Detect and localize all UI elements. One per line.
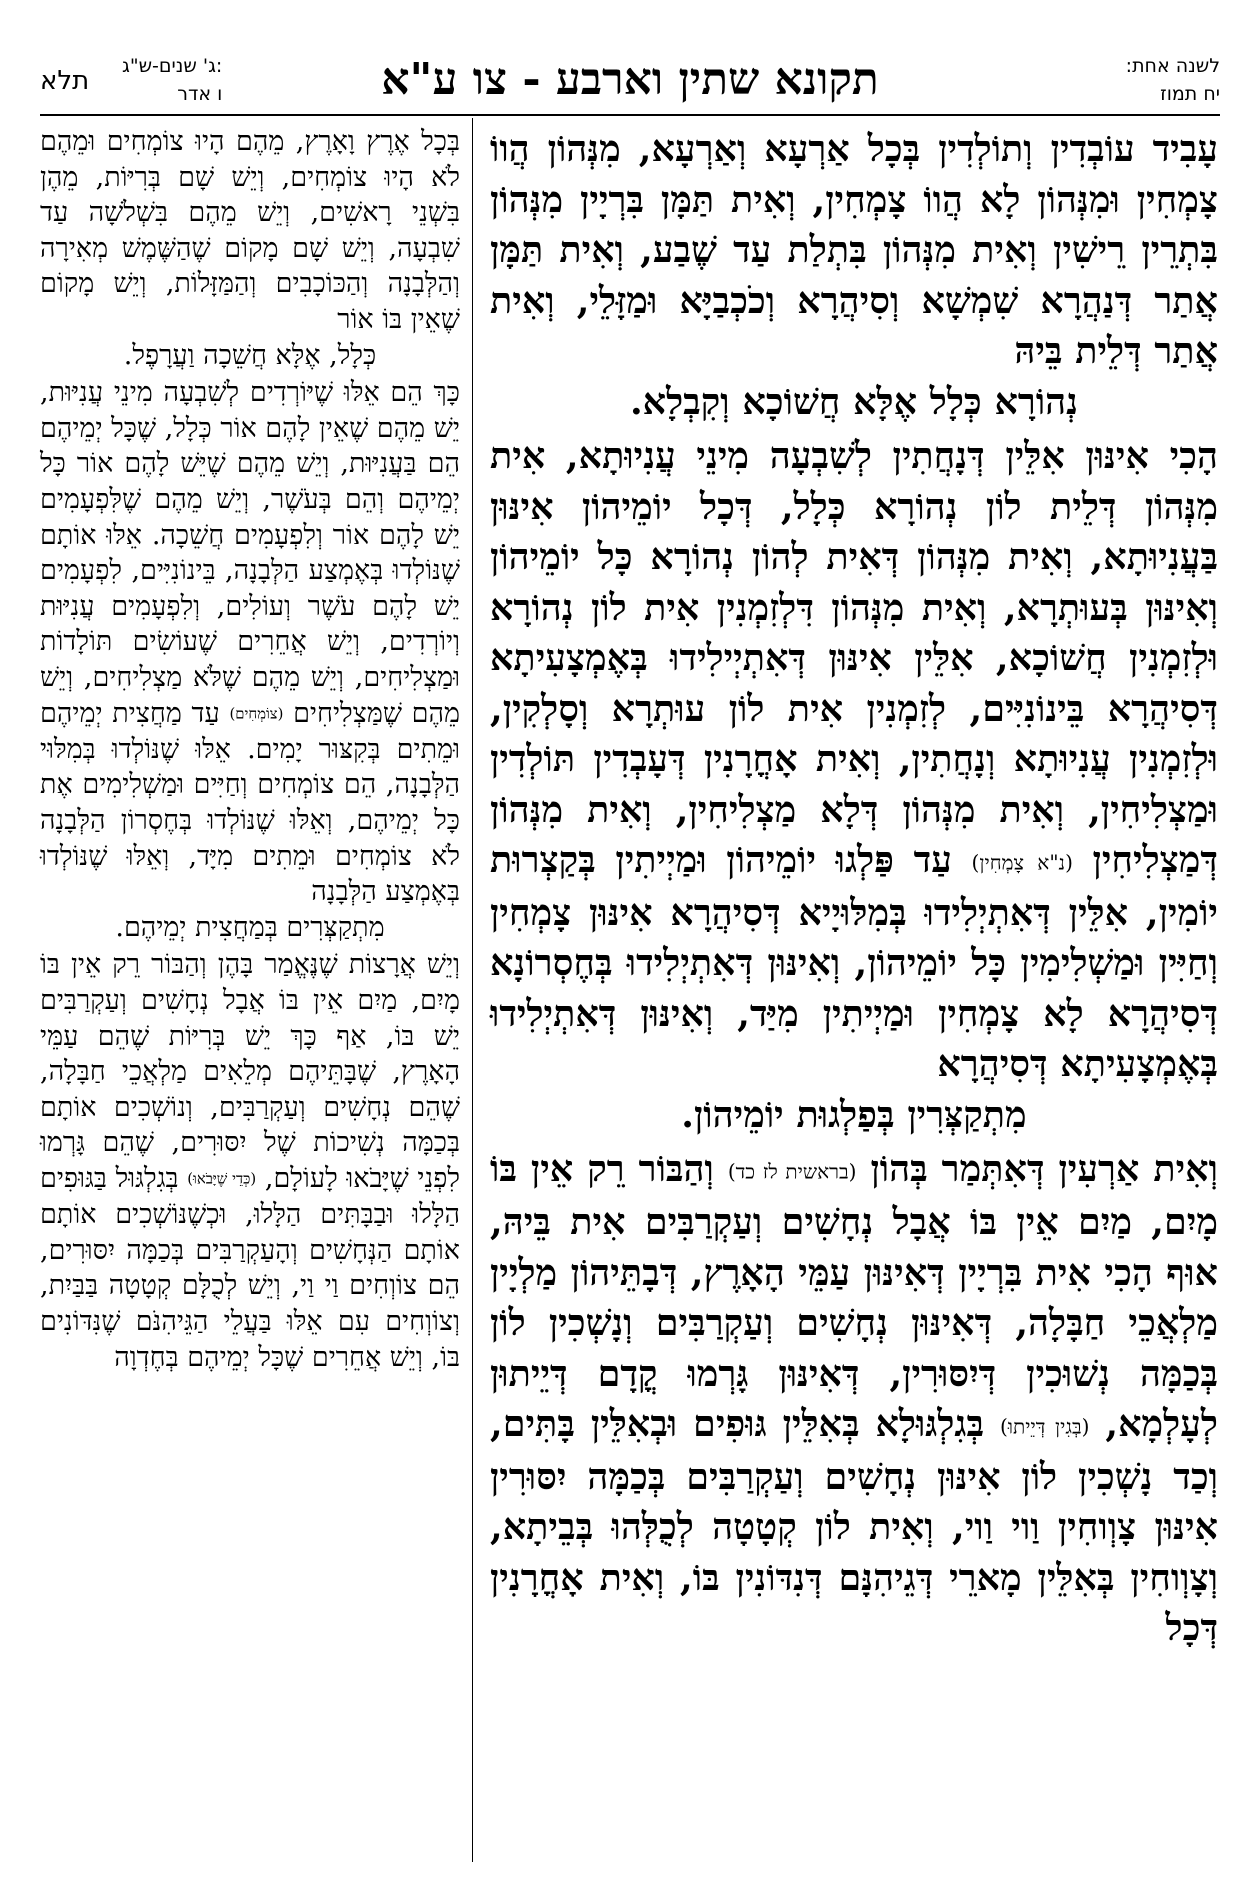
study-line1: לשנה אחת: (1125, 55, 1220, 77)
side-p2-cont: עַד מַחֲצִית יְמֵיהֶם וּמֵתִים בְּקִצּוּר יָמִים. אֵלּוּ שֶׁנּוֹלְדוּ בְּמִלּוּי הַלְּבָנָה, הֵם צוֹמְחִים וְחַיִּים וּמַשְׁלִימִים אֶת כָּל יְמֵיהֶם, וְאֵלּוּ שֶׁנּוֹלְדוּ בְּחֶסְרוֹן הַלְּבָנָה לֹא צוֹמְחִים וּמֵתִים מִיָּד, וְאֵלּוּ שֶׁנּוֹלְדוּ בְּאֶמְצַע הַלְּבָנָה (40, 697, 460, 908)
study-schedule (1126, 52, 1220, 108)
side-p2-body: כָּךְ הֵם אֵלּוּ שֶׁיּוֹרְדִים לְשִׁבְעָה מִינֵי עֲנִיּוּת, יֵשׁ מֵהֶם שֶׁאֵין לָהֶם אוֹר כְּלָל, שֶׁכָּל יְמֵיהֶם הֵם בַּעֲנִיּוּת, וְיֵשׁ מֵהֶם שֶׁיֵּשׁ לָהֶם אוֹר כָּל יְמֵיהֶם וְהֵם בְּעֹשֶׁר, וְיֵשׁ מֵהֶם שֶׁלִּפְעָמִים יֵשׁ לָהֶם אוֹר וְלִפְעָמִים חֲשֵׁכָה. אֵלּוּ אוֹתָם שֶׁנּוֹלְדוּ בְּאֶמְצַע הַלְּבָנָה, בֵּינוֹנִיִּים, לִפְעָמִים יֵשׁ לָהֶם עֹשֶׁר וְעוֹלִים, וְלִפְעָמִים עֲנִיּוּת וְיוֹרְדִים, וְיֵשׁ אֲחֵרִים שֶׁעוֹשִׂים תּוֹלָדוֹת וּמַצְלִיחִים, וְיֵשׁ מֵהֶם שֶׁלֹּא מַצְלִיחִים, וְיֵשׁ מֵהֶם שֶׁמַּצְלִיחִים (40, 377, 460, 729)
main-p3-source-ref: (בראשית לז כד) (727, 1159, 857, 1184)
side-paragraph-3 (40, 947, 460, 1375)
side-meta-line2: ו אדר (177, 83, 223, 105)
page-title: תקונא שתין וארבע - צו ע"א (381, 54, 879, 105)
main-p3-text (490, 1144, 1218, 1654)
column-divider (472, 118, 473, 1862)
side-p2-note: (צוֹמְחִים) (229, 704, 284, 723)
main-p2-body: הָכִי אִינּוּן אִלֵּין דְּנָחֲתִין לְשִׁבְעָה מִינֵי עֲנִיוּתָא, אִית מִנְּהוֹן דְּלֵית לוֹן נְהוֹרָא כְּלָל, דְּכָל יוֹמֵיהוֹן אִינּוּן בַּעֲנִיוּתָא, וְאִית מִנְּהוֹן דְּאִית לְהוֹן נְהוֹרָא כָּל יוֹמֵיהוֹן וְאִינּוּן בְּעוּתְרָא, וְאִית מִנְּהוֹן דִּלְזִמְנִין אִית לוֹן נְהוֹרָא וּלְזִמְנִין חֲשׁוֹכָא, אִלֵּין אִינּוּן דְּאִתְיְילִידוּ בְּאֶמְצָעִיתָא דְּסִיהֲרָא בֵּינוֹנִיִּים, לְזִמְנִין אִית לוֹן עוּתְרָא וְסָלְקִין, וּלְזִמְנִין עֲנִיוּתָא וְנָחֲתִין, וְאִית אָחֳרָנִין דְּעָבְדִין תּוֹלְדִין וּמַצְלִיחִין, וְאִית מִנְּהוֹן דְּלָא מַצְלִיחִין, וְאִית מִנְּהוֹן דְּמַצְלִיחִין (490, 434, 1219, 881)
side-p3-note: (כְּדֵי שֶׁיָּבֹאוּ) (187, 1169, 257, 1188)
main-paragraph-3 (490, 1144, 1218, 1654)
side-p3-b: בְּגִלְגּוּל בַּגּוּפִים הַלָּלוּ וּבַבָּתִּים הַלָּלוּ, וּכְשֶׁנּוֹשְׁכִים אוֹתָם אוֹתָם הַנְּחָשִׁים וְהָעַקְרַבִּים בְּכַמָּה יִסּוּרִים, הֵם צוֹוְחִים וַי וַי, וְיֵשׁ לְכֻלָּם קְטָטָה בַּבַּיִת, וְצוֹוְחִים עִם אֵלּוּ בַּעֲלֵי הַגֵּיהִנֹּם שֶׁנִּדּוֹנִים בּוֹ, וְיֵשׁ אֲחֵרִים שֶׁכָּל יְמֵיהֶם בְּחֶדְוָה (40, 1162, 460, 1373)
side-p2-text (40, 375, 460, 910)
main-paragraph-2 (490, 431, 1218, 1140)
side-meta-line1: ג' שנים-ש"ג: (122, 55, 223, 77)
side-p1-last: כְּלָל, אֶלָּא חֲשֵׁכָה וַעֲרָפֶל. (123, 339, 377, 371)
side-paragraph-1 (40, 124, 460, 373)
header-divider (40, 114, 1220, 116)
main-p3-a: וְאִית אַרְעִין דְּאִתְּמַר בְּהוֹן (870, 1147, 1218, 1191)
side-p3-text (40, 947, 460, 1375)
study-line2: יח תמוז (1160, 83, 1220, 105)
side-p2-last: מִתְקַצְּרִים בְּמַחֲצִית יְמֵיהֶם. (115, 911, 385, 943)
side-p3-a: וְיֵשׁ אֲרָצוֹת שֶׁנֶּאֱמַר בָּהֶן וְהַבּוֹר רֵק אֵין בּוֹ מָיִם, מַיִם אֵין בּוֹ אֲבָל נְחָשִׁים וְעַקְרַבִּים יֵשׁ בּוֹ, אַף כָּךְ יֵשׁ בְּרִיּוֹת שֶׁהֵם עַמֵּי הָאָרֶץ, שֶׁבָּתֵּיהֶם מְלֵאִים מַלְאֲכֵי חַבָּלָה, שֶׁהֵם נְחָשִׁים וְעַקְרַבִּים, וְנוֹשְׁכִים אוֹתָם בְּכַמָּה נְשִׁיכוֹת שֶׁל יִסּוּרִים, שֶׁהֵם גָּרְמוּ לִפְנֵי שֶׁיָּבֹאוּ לָעוֹלָם, (40, 949, 461, 1194)
side-paragraph-2 (40, 375, 460, 945)
translation-column (40, 124, 460, 1375)
main-p1-text: עָבִיד עוֹבְדִין וְתוֹלְדִין בְּכָל אַרְעָא וְאַרְעָא, מִנְּהוֹן הֲווֹ צָמְחִין וּמִנְּהוֹן לָא הֲווֹ צָמְחִין, וְאִית תַּמָּן בִּרְיָין מִנְּהוֹן בִּתְרֵין רֵישִׁין וְאִית מִנְּהוֹן בִּתְלַת עַד שֶׁבַע, וְאִית תַּמָּן אֲתַר דְּנַהֲרָא שִׁמְשָׁא וְסִיהֲרָא וְכֹכְבַיָּא וּמַזָּלֵי, וְאִית אֲתַר דְּלֵית בֵּיהּ (490, 127, 1218, 372)
main-p1-last: נְהוֹרָא כְּלָל אֶלָּא חֲשׁוֹכָא וְקִבְלָא. (629, 379, 1079, 423)
main-p3-variant-note: (בְּגִין דְּיֵיתוּ) (1000, 1414, 1090, 1439)
main-p3-b: וְהַבּוֹר רֵק אֵין בּוֹ מָיִם, מַיִם אֵין בּוֹ אֲבָל נְחָשִׁים וְעַקְרַבִּים אִית בֵּיהּ, אוּף הָכִי אִית בִּרְיָין דְּאִינּוּן עַמֵּי הָאָרֶץ, דְּבָתֵּיהוֹן מַלְיָין מַלְאֲכֵי חַבָּלָה, דְּאִינּוּן נְחָשִׁים וְעַקְרַבִּים וְנָשְׁכִין לוֹן בְּכַמָּה נְשׁוּכִין דְּיִסּוּרִין, דְּאִינּוּן גָּרְמוּ קֳדָם דְּיֵיתוּן לְעָלְמָא, (490, 1147, 1218, 1445)
page-number: תלא (40, 66, 90, 96)
main-p2-note: (נ"א צָמְחִין) (971, 850, 1073, 875)
page-header (40, 50, 1220, 116)
main-p2-text (490, 431, 1218, 1090)
main-p3-c: בְּגִלְגּוּלָא בְּאִלֵּין גּוּפִים וּבְאִלֵּין בָּתִּים, וְכַד נָשְׁכִין לוֹן אִינּוּן נְחָשִׁים וְעַקְרַבִּים בְּכַמָּה יִסּוּרִין אִינּוּן צָוְוחִין וַוי וַוי, וְאִית לוֹן קְטָטָה לְכֻלְּהוּ בְּבֵיתָא, וְצָוְוחִין בְּאִלֵּין מָארֵי דְּגֵיהִנָּם דְּנִדּוֹנִין בּוֹ, וְאִית אָחֳרָנִין דְּכָל (490, 1402, 1218, 1650)
main-text-column (490, 124, 1218, 1654)
main-p2-cont: עַד פַּלְגוּ יוֹמֵיהוֹן וּמַיְיתִין בְּקַצְרוּת יוֹמִין, אִלֵּין דְּאִתְיְלִידוּ בְּמִלּוּיָיא דְּסִיהֲרָא אִינּוּן צָמְחִין וְחַיִּין וּמַשְׁלִימִין כָּל יוֹמֵיהוֹן, וְאִינּוּן דְּאִתְיְלִידוּ בְּחֶסְרוֹנָא דְּסִיהֲרָא לָא צָמְחִין וּמַיְיתִין מִיַּד, וְאִינּוּן דְּאִתְיְלִידוּ בְּאֶמְצָעִיתָא דְּסִיהֲרָא (490, 838, 1218, 1086)
main-paragraph-1 (490, 124, 1218, 427)
side-p1-text: בְּכָל אֶרֶץ וָאָרֶץ, מֵהֶם הָיוּ צוֹמְחִים וּמֵהֶם לֹא הָיוּ צוֹמְחִים, וְיֵשׁ שָׁם בְּרִיּוֹת, מֵהֶן בִּשְׁנֵי רָאשִׁים, וְיֵשׁ מֵהֶם בִּשְׁלֹשָׁה עַד שִׁבְעָה, וְיֵשׁ שָׁם מָקוֹם שֶׁהַשֶּׁמֶשׁ מְאִירָה וְהַלְּבָנָה וְהַכּוֹכָבִים וְהַמַּזָּלוֹת, וְיֵשׁ מָקוֹם שֶׁאֵין בּוֹ אוֹר (40, 126, 460, 335)
main-p2-last: מִתְקַצְּרִין בְּפַלְגוּת יוֹמֵיהוֹן. (681, 1092, 1027, 1136)
